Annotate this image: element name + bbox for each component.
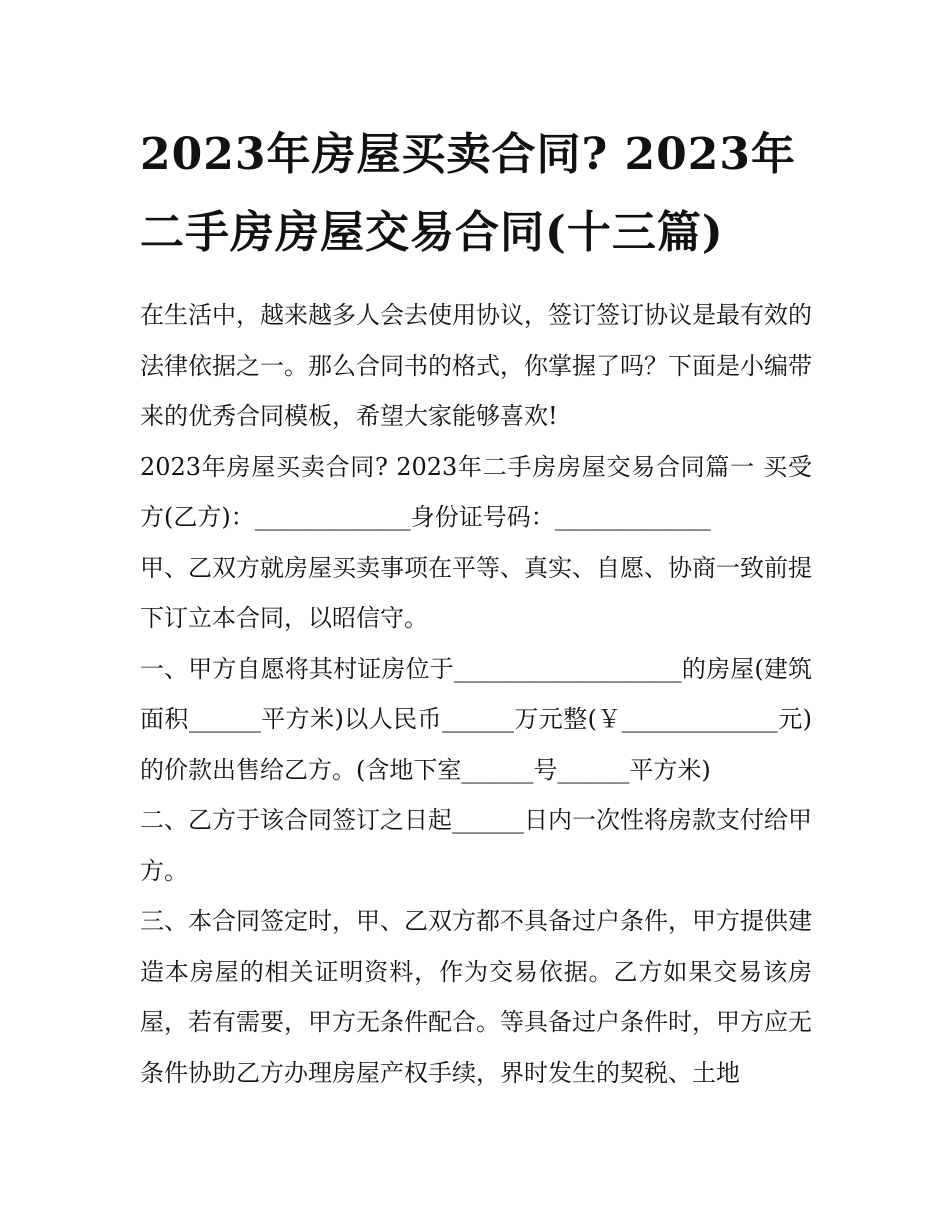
document-body [140,290,812,1098]
clause-2-paragraph: 二、乙方于该合同签订之日起______日内一次性将房款支付给甲方。 [140,806,812,885]
document-title: 2023年房屋买卖合同? 2023年二手房房屋交易合同(十三篇) [140,129,797,258]
document-page [140,0,812,1098]
intro-paragraph: 在生活中，越来越多人会去使用协议，签订签订协议是最有效的法律依据之一。那么合同书的格式，你掌握了吗？下面是小编带来的优秀合同模板，希望大家能够喜欢! [140,301,812,430]
clause-3-paragraph: 三、本合同签定时，甲、乙双方都不具备过户条件，甲方提供建造本房屋的相关证明资料，作为交易依据。乙方如果交易该房屋，若有需要，甲方无条件配合。等具备过户条件时，甲方应无条件协助乙方办理房屋产权手续，界时发生的契税、土地 [140,907,812,1087]
clause-1-paragraph: 一、甲方自愿将其村证房位于___________________的房屋(建筑面积______平方米)以人民币______万元整(￥_____________元)的价款出售给乙方。(含地下室______号______平方米) [140,654,812,784]
buyer-info-paragraph: 2023年房屋买卖合同? 2023年二手房房屋交易合同篇一 买受方(乙方)：_____________身份证号码：_____________ [140,452,812,531]
preamble-paragraph: 甲、乙双方就房屋买卖事项在平等、真实、自愿、协商一致前提下订立本合同，以昭信守。 [140,553,812,632]
